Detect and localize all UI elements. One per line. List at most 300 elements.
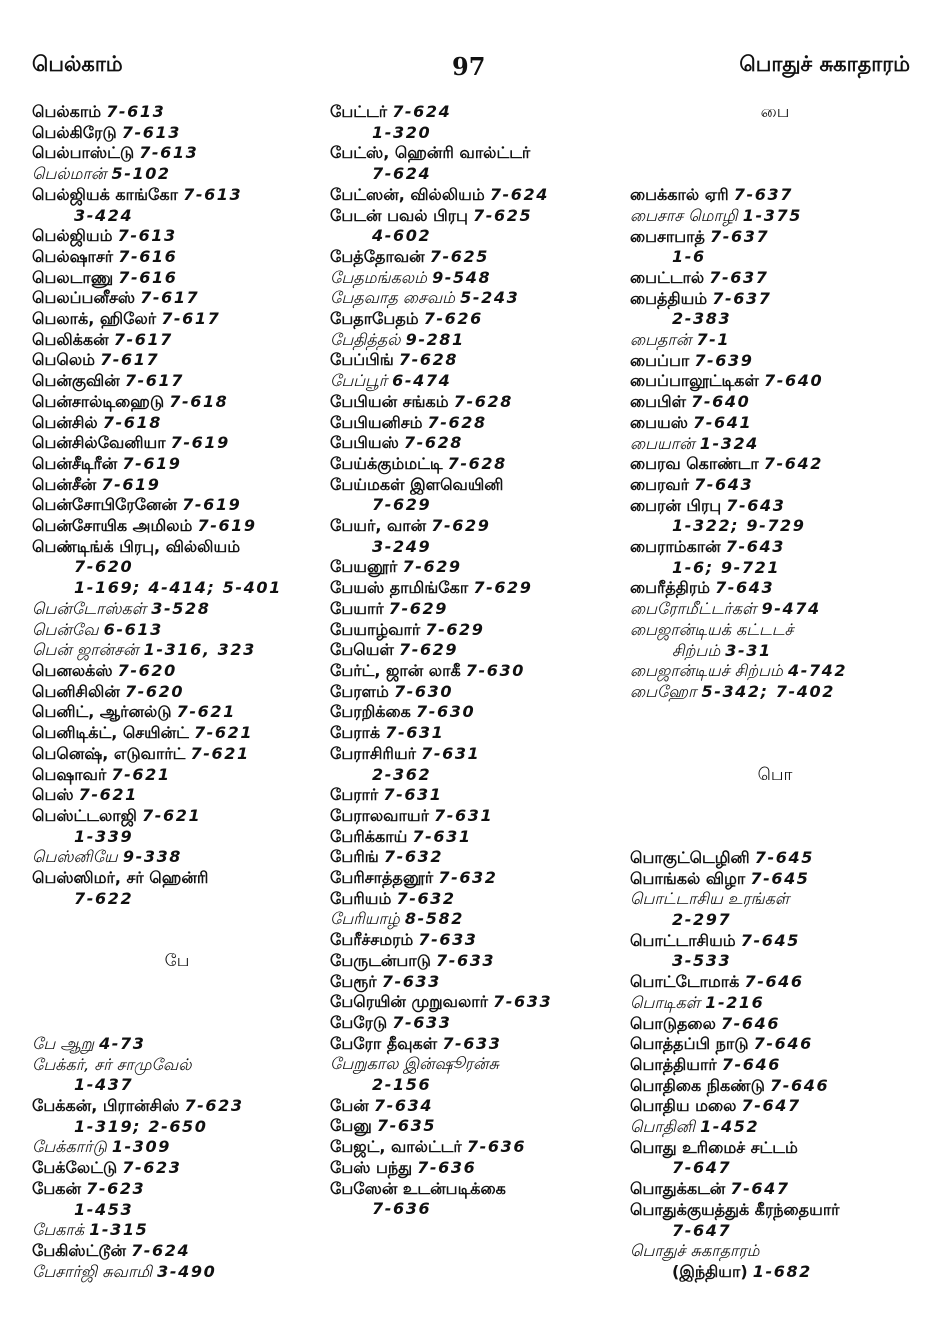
entry-term: பைரவ கொண்டா bbox=[630, 454, 759, 474]
blank-line bbox=[630, 744, 920, 765]
entry-volume-page-ref: 2-156 bbox=[372, 1075, 432, 1095]
entry-volume-page-ref: 7-617 bbox=[140, 288, 200, 308]
index-entry bbox=[330, 330, 620, 351]
index-entry bbox=[630, 289, 920, 310]
entry-volume-page-ref: 7-629 bbox=[473, 578, 533, 598]
entry-term: பெண்டிங்க் பிரபு, வில்லியம் bbox=[32, 536, 241, 556]
entry-volume-page-ref: 7-645 bbox=[754, 847, 814, 867]
entry-term: பெல்ஷாசர் bbox=[32, 246, 114, 266]
index-entry-continuation bbox=[630, 1262, 920, 1283]
index-entry bbox=[630, 931, 920, 952]
entry-volume-page-ref: 7-623 bbox=[122, 1158, 182, 1178]
entry-term: பேதித்தல் bbox=[330, 329, 401, 349]
entry-term: பேய்மகள் இளவெயினி bbox=[330, 474, 504, 494]
entry-volume-page-ref: 7-633 bbox=[418, 930, 478, 950]
index-entry bbox=[330, 972, 620, 993]
entry-term: பெலாக், ஹிலேர் bbox=[32, 309, 157, 329]
index-entry-continuation bbox=[330, 123, 620, 144]
entry-term: பேர்ட், ஜான் லாகீ bbox=[330, 660, 461, 680]
entry-term: பே ஆறு bbox=[32, 1033, 94, 1053]
entry-term: பைரீத்திரம் bbox=[630, 578, 710, 598]
index-entry bbox=[630, 1179, 920, 1200]
entry-volume-page-ref: 7-633 bbox=[493, 992, 553, 1012]
entry-volume-page-ref: 7-633 bbox=[381, 971, 441, 991]
index-entry-continuation bbox=[330, 226, 620, 247]
entry-volume-page-ref: 9-548 bbox=[432, 267, 492, 287]
entry-volume-page-ref: 7-618 bbox=[169, 391, 229, 411]
entry-term: பெனெஷ், எடுவார்ட் bbox=[32, 743, 186, 763]
index-entry bbox=[330, 206, 620, 227]
entry-term: சிற்பம் bbox=[672, 640, 721, 660]
entry-volume-page-ref: 7-645 bbox=[750, 868, 810, 888]
entry-term: பைஜான்டியச் சிற்பம் bbox=[630, 661, 783, 681]
entry-volume-page-ref: 7-629 bbox=[372, 495, 432, 515]
entry-volume-page-ref: 7-619 bbox=[170, 433, 230, 453]
entry-volume-page-ref: 7-619 bbox=[197, 516, 257, 536]
entry-volume-page-ref: 7-633 bbox=[392, 1012, 452, 1032]
index-entry bbox=[330, 785, 620, 806]
index-entry bbox=[32, 661, 322, 682]
index-entry bbox=[330, 578, 620, 599]
entry-volume-page-ref: 7-640 bbox=[691, 392, 751, 412]
entry-term: பென் ஜான்சன் bbox=[32, 640, 139, 660]
index-entry bbox=[630, 413, 920, 434]
entry-volume-page-ref: 1-6; 9-721 bbox=[672, 557, 781, 577]
entry-term: பொத்தப்பி நாடு bbox=[630, 1034, 749, 1054]
entry-volume-page-ref: 6-474 bbox=[392, 371, 452, 391]
entry-volume-page-ref: 7-625 bbox=[429, 246, 489, 266]
entry-volume-page-ref: 7-624 bbox=[392, 102, 452, 121]
entry-volume-page-ref: 5-342; 7-402 bbox=[701, 681, 835, 701]
entry-volume-page-ref: 4-742 bbox=[787, 661, 848, 681]
running-header-right: பொதுச் சுகாதாரம் bbox=[739, 52, 910, 76]
index-entry bbox=[330, 620, 620, 641]
index-entry bbox=[32, 640, 322, 661]
entry-term: பேயெள் bbox=[330, 640, 394, 660]
entry-term: பொதிகை நிகண்டு bbox=[630, 1075, 765, 1095]
entry-volume-page-ref: 7-623 bbox=[86, 1178, 146, 1198]
entry-volume-page-ref: 7-624 bbox=[131, 1240, 191, 1260]
index-entry bbox=[32, 537, 322, 558]
entry-volume-page-ref: 7-631 bbox=[383, 785, 443, 805]
index-entry bbox=[330, 454, 620, 475]
index-entry bbox=[32, 433, 322, 454]
entry-term: பேனு bbox=[330, 1116, 372, 1136]
entry-volume-page-ref: 1-216 bbox=[705, 992, 765, 1012]
entry-term: பெலெம் bbox=[32, 350, 95, 370]
entry-term: பேரூர் bbox=[330, 971, 377, 991]
entry-volume-page-ref: 7-621 bbox=[176, 702, 236, 722]
index-entry bbox=[630, 578, 920, 599]
index-entry bbox=[32, 868, 322, 889]
index-entry bbox=[630, 682, 920, 703]
entry-term: பைபிள் bbox=[630, 392, 687, 412]
entry-term: பென்டோஸ்கள் bbox=[32, 598, 147, 618]
index-entry bbox=[330, 309, 620, 330]
entry-volume-page-ref: 1-169; 4-414; 5-401 bbox=[74, 578, 282, 598]
index-entry bbox=[32, 288, 322, 309]
index-entry-continuation bbox=[32, 827, 322, 848]
entry-volume-page-ref: 7-621 bbox=[142, 805, 202, 825]
index-entry bbox=[630, 496, 920, 517]
index-entry bbox=[32, 806, 322, 827]
index-entry bbox=[330, 682, 620, 703]
entry-term: பேரிக்காய் bbox=[330, 826, 408, 846]
entry-term: பொதினி bbox=[630, 1117, 695, 1137]
index-entry-continuation bbox=[32, 578, 322, 599]
index-entry bbox=[630, 330, 920, 351]
entry-volume-page-ref: 7-635 bbox=[376, 1116, 437, 1136]
entry-term: பேராக் bbox=[330, 723, 381, 743]
entry-volume-page-ref: 7-623 bbox=[184, 1096, 244, 1116]
entry-volume-page-ref: 8-582 bbox=[404, 909, 464, 929]
entry-volume-page-ref: 2-383 bbox=[672, 309, 732, 329]
index-entry bbox=[330, 102, 620, 123]
entry-volume-page-ref: 7-628 bbox=[447, 453, 507, 473]
entry-volume-page-ref: 7-647 bbox=[730, 1179, 790, 1199]
index-entry bbox=[630, 1096, 920, 1117]
section-letter-heading: பொ bbox=[757, 764, 793, 785]
index-entry bbox=[630, 1014, 920, 1035]
index-entry bbox=[32, 268, 322, 289]
entry-volume-page-ref: 7-613 bbox=[106, 102, 166, 121]
entry-volume-page-ref: 7-621 bbox=[190, 743, 250, 763]
entry-volume-page-ref: 3-249 bbox=[372, 536, 432, 556]
entry-volume-page-ref: 7-647 bbox=[672, 1220, 732, 1240]
entry-volume-page-ref: 7-617 bbox=[124, 371, 184, 391]
index-entry bbox=[330, 930, 620, 951]
entry-term: பைஹோ bbox=[630, 681, 697, 701]
index-entry-continuation bbox=[630, 558, 920, 579]
entry-volume-page-ref: 1-320 bbox=[372, 122, 432, 142]
entry-volume-page-ref: 7-633 bbox=[435, 950, 496, 970]
entry-term: பெஸ் bbox=[32, 785, 74, 805]
entry-term: பேருடன்பாடு bbox=[330, 950, 431, 970]
index-entry-continuation bbox=[630, 516, 920, 537]
entry-term: பைப்பா bbox=[630, 350, 690, 370]
index-entry bbox=[330, 909, 620, 930]
index-entry bbox=[330, 143, 620, 164]
blank-line bbox=[630, 144, 920, 165]
entry-term: பொகுட்டெழினி bbox=[630, 847, 750, 867]
entry-volume-page-ref: 7-645 bbox=[740, 930, 800, 950]
entry-term: பேயார் bbox=[330, 598, 384, 618]
index-entry bbox=[32, 1220, 322, 1241]
entry-term: பையான் bbox=[630, 433, 695, 453]
index-entry bbox=[330, 247, 620, 268]
entry-volume-page-ref: 9-474 bbox=[761, 599, 821, 619]
index-entry bbox=[330, 723, 620, 744]
blank-line bbox=[32, 909, 322, 930]
entry-term: பென்சோயிக அமிலம் bbox=[32, 516, 193, 536]
index-entry bbox=[630, 869, 920, 890]
entry-volume-page-ref: 7-616 bbox=[118, 246, 178, 266]
entry-volume-page-ref: 7-629 bbox=[398, 640, 459, 660]
index-entry-continuation bbox=[630, 247, 920, 268]
index-entry bbox=[330, 475, 620, 496]
page-number: 97 bbox=[452, 52, 486, 81]
index-entry bbox=[32, 1241, 322, 1262]
section-letter-heading: பே bbox=[164, 950, 190, 971]
blank-line bbox=[630, 827, 920, 848]
index-column-1 bbox=[32, 102, 322, 1282]
index-entry bbox=[32, 682, 322, 703]
index-entry bbox=[32, 185, 322, 206]
entry-term: பேகிஸ்ட்டூன் bbox=[32, 1240, 126, 1260]
index-entry bbox=[32, 1262, 322, 1283]
entry-term: பேட்டர் bbox=[330, 102, 388, 121]
entry-volume-page-ref: 7-628 bbox=[403, 433, 464, 453]
blank-line bbox=[630, 786, 920, 807]
entry-term: பேரீச்சமரம் bbox=[330, 930, 414, 950]
index-entry bbox=[630, 1200, 920, 1221]
index-entry-continuation bbox=[32, 1200, 322, 1221]
index-entry bbox=[32, 785, 322, 806]
entry-term: பென்சீடிரீன் bbox=[32, 453, 118, 473]
index-entry bbox=[630, 185, 920, 206]
entry-volume-page-ref: 7-637 bbox=[710, 226, 770, 246]
index-entry bbox=[330, 702, 620, 723]
entry-term: பெலிக்கன் bbox=[32, 329, 109, 349]
entry-term: பேக்கர், சர் சாமுவேல் bbox=[32, 1054, 192, 1074]
entry-volume-page-ref: 7-631 bbox=[385, 723, 445, 743]
entry-volume-page-ref: 1-375 bbox=[742, 205, 802, 225]
entry-volume-page-ref: 1-322; 9-729 bbox=[672, 516, 806, 536]
index-entry bbox=[330, 661, 620, 682]
index-entry-continuation bbox=[32, 1075, 322, 1096]
entry-volume-page-ref: 7-631 bbox=[421, 743, 481, 763]
entry-term: பென்சீன் bbox=[32, 474, 97, 494]
entry-volume-page-ref: 7-637 bbox=[733, 185, 793, 205]
entry-volume-page-ref: 1-453 bbox=[74, 1199, 134, 1219]
index-entry-continuation bbox=[630, 641, 920, 662]
entry-term: பேறுகால இன்ஷூரன்சு bbox=[330, 1054, 499, 1074]
entry-volume-page-ref: 5-102 bbox=[111, 164, 171, 184]
index-entry bbox=[32, 723, 322, 744]
entry-volume-page-ref: 9-281 bbox=[405, 329, 465, 349]
index-entry bbox=[32, 226, 322, 247]
index-entry bbox=[330, 599, 620, 620]
entry-term: பொட்டோமாக் bbox=[630, 972, 740, 992]
entry-volume-page-ref: 7-624 bbox=[372, 164, 432, 184]
entry-term: பேக்கன், பிரான்சிஸ் bbox=[32, 1096, 180, 1116]
entry-term: பேதாபேதம் bbox=[330, 309, 419, 329]
index-entry bbox=[630, 599, 920, 620]
entry-volume-page-ref: 7-646 bbox=[753, 1034, 813, 1054]
entry-term: பேதவாத சைவம் bbox=[330, 288, 456, 308]
entry-term: பேகன் bbox=[32, 1178, 82, 1198]
entry-volume-page-ref: 1-452 bbox=[700, 1117, 760, 1137]
index-entry bbox=[330, 1116, 620, 1137]
entry-volume-page-ref: 3-31 bbox=[725, 640, 772, 660]
entry-term: பேதமங்கலம் bbox=[330, 267, 427, 287]
entry-volume-page-ref: 7-620 bbox=[124, 681, 185, 701]
entry-volume-page-ref: 7-621 bbox=[78, 785, 138, 805]
entry-term: பைதான் bbox=[630, 330, 692, 350]
index-entry-continuation bbox=[330, 1075, 620, 1096]
entry-volume-page-ref: 7-626 bbox=[423, 309, 483, 329]
entry-term: பேயர், வான் bbox=[330, 516, 427, 536]
index-entry bbox=[32, 516, 322, 537]
entry-volume-page-ref: 7-632 bbox=[383, 847, 444, 867]
index-entry bbox=[330, 268, 620, 289]
entry-term: பேயனூர் bbox=[330, 557, 398, 577]
index-column-3 bbox=[630, 102, 920, 1283]
entry-term: பேரிசாத்தனூர் bbox=[330, 868, 434, 888]
index-entry bbox=[330, 992, 620, 1013]
blank-line bbox=[32, 972, 322, 993]
entry-volume-page-ref: 7-630 bbox=[465, 660, 525, 680]
entry-term: பேரளம் bbox=[330, 681, 389, 701]
entry-volume-page-ref: 7-646 bbox=[720, 1013, 781, 1033]
entry-term: பென்சோபிரேனேன் bbox=[32, 495, 178, 515]
index-entry-continuation bbox=[330, 495, 620, 516]
index-entry bbox=[630, 848, 920, 869]
index-entry bbox=[630, 620, 920, 641]
entry-volume-page-ref: 7-633 bbox=[442, 1033, 502, 1053]
entry-term: பேபியனிசம் bbox=[330, 412, 423, 432]
entry-volume-page-ref: 1-309 bbox=[111, 1137, 171, 1157]
entry-volume-page-ref: 7-642 bbox=[763, 454, 823, 474]
blank-line bbox=[630, 807, 920, 828]
index-entry bbox=[32, 413, 322, 434]
entry-term: பேகாக் bbox=[32, 1220, 85, 1240]
index-entry bbox=[32, 392, 322, 413]
entry-term: பெல்காம் bbox=[32, 102, 102, 121]
entry-volume-page-ref: 7-620 bbox=[74, 557, 134, 577]
section-letter-heading: பை bbox=[760, 102, 790, 122]
entry-term: பைட்டால் bbox=[630, 267, 705, 287]
index-entry bbox=[330, 1034, 620, 1055]
entry-term: பேக்லேட்டு bbox=[32, 1158, 118, 1178]
entry-term: பொத்தியார் bbox=[630, 1054, 717, 1074]
entry-volume-page-ref: 1-316, 323 bbox=[143, 640, 256, 660]
entry-term: பேபியஸ் bbox=[330, 433, 399, 453]
entry-term: பெஸ்ட்டலாஜி bbox=[32, 805, 137, 825]
index-entry bbox=[32, 350, 322, 371]
entry-term: பைரோமீட்டர்கள் bbox=[630, 599, 757, 619]
entry-volume-page-ref: 7-618 bbox=[102, 412, 162, 432]
index-entry bbox=[32, 620, 322, 641]
entry-volume-page-ref: 7-640 bbox=[764, 371, 824, 391]
entry-volume-page-ref: 1-324 bbox=[699, 433, 759, 453]
entry-term: பேக்கார்டு bbox=[32, 1137, 107, 1157]
index-entry bbox=[630, 454, 920, 475]
index-entry-continuation bbox=[330, 164, 620, 185]
index-entry bbox=[32, 371, 322, 392]
entry-term: பேடன் பவல் பிரபு bbox=[330, 205, 468, 225]
index-entry bbox=[330, 557, 620, 578]
index-entry bbox=[330, 847, 620, 868]
blank-line bbox=[32, 930, 322, 951]
entry-term: பென்சில் bbox=[32, 412, 98, 432]
index-entry bbox=[630, 268, 920, 289]
entry-volume-page-ref: 6-613 bbox=[103, 619, 163, 639]
entry-term: பேராசிரியர் bbox=[330, 743, 417, 763]
index-entry bbox=[330, 1054, 620, 1075]
entry-volume-page-ref: 1-315 bbox=[89, 1220, 149, 1240]
entry-term: பேரறிக்கை bbox=[330, 702, 411, 722]
entry-term: பெலடாணு bbox=[32, 267, 114, 287]
entry-volume-page-ref: 7-637 bbox=[712, 288, 772, 308]
entry-term: பேபியன் சங்கம் bbox=[330, 391, 449, 411]
entry-volume-page-ref: 7-629 bbox=[402, 557, 462, 577]
entry-volume-page-ref: 7-643 bbox=[726, 495, 786, 515]
entry-volume-page-ref: 7-641 bbox=[693, 412, 753, 432]
entry-term: பேயஸ் தாமிங்கோ bbox=[330, 578, 469, 598]
index-entry bbox=[32, 309, 322, 330]
entry-volume-page-ref: 3-533 bbox=[672, 951, 732, 971]
index-entry bbox=[630, 227, 920, 248]
entry-term: பேஸேன் உடன்படிக்கை bbox=[330, 1178, 506, 1198]
entry-term: பைராம்கான் bbox=[630, 537, 721, 557]
entry-term: பெல்கிரேடு bbox=[32, 122, 117, 142]
entry-term: பொதுச் சுகாதாரம் bbox=[630, 1241, 760, 1261]
entry-term: பொதுக்குயத்துக் கீரந்தையார் bbox=[630, 1199, 840, 1219]
index-entry-continuation bbox=[32, 557, 322, 578]
entry-term: பொடிகள் bbox=[630, 992, 701, 1012]
entry-volume-page-ref: 7-628 bbox=[427, 412, 487, 432]
entry-term: பேன் bbox=[330, 1095, 369, 1115]
entry-volume-page-ref: 7-646 bbox=[770, 1075, 830, 1095]
index-entry bbox=[630, 889, 920, 910]
entry-term: பெல்ஜியக் காங்கோ bbox=[32, 184, 178, 204]
index-entry bbox=[330, 185, 620, 206]
entry-term: பொடுதலை bbox=[630, 1013, 716, 1033]
entry-term: பெல்மான் bbox=[32, 164, 107, 184]
entry-volume-page-ref: 9-338 bbox=[122, 847, 183, 867]
entry-term: பொதிய மலை bbox=[630, 1096, 737, 1116]
index-entry bbox=[32, 702, 322, 723]
blank-line bbox=[32, 993, 322, 1014]
entry-term: பெஸ்ஸிமர், சர் ஹென்ரி bbox=[32, 868, 209, 888]
index-column-2 bbox=[330, 102, 620, 1220]
entry-volume-page-ref: 7-619 bbox=[101, 474, 161, 494]
entry-volume-page-ref: 7-647 bbox=[741, 1096, 801, 1116]
index-entry bbox=[630, 206, 920, 227]
index-entry bbox=[330, 413, 620, 434]
entry-term: பெனிடிக்ட், செயின்ட் bbox=[32, 723, 189, 743]
entry-volume-page-ref: 7-617 bbox=[100, 350, 160, 370]
blank-line bbox=[630, 723, 920, 744]
entry-volume-page-ref: 7-613 bbox=[183, 184, 243, 204]
entry-volume-page-ref: 2-297 bbox=[672, 910, 732, 930]
entry-volume-page-ref: 7-630 bbox=[393, 681, 454, 701]
entry-volume-page-ref: 7-620 bbox=[117, 660, 177, 680]
blank-line bbox=[630, 164, 920, 185]
entry-volume-page-ref: 7-616 bbox=[118, 267, 178, 287]
index-entry bbox=[32, 765, 322, 786]
index-entry bbox=[330, 806, 620, 827]
index-entry bbox=[630, 537, 920, 558]
index-entry bbox=[330, 744, 620, 765]
index-entry bbox=[630, 993, 920, 1014]
entry-volume-page-ref: 7-647 bbox=[672, 1158, 732, 1178]
index-entry-continuation bbox=[630, 1221, 920, 1242]
entry-term: பென்குவின் bbox=[32, 371, 120, 391]
entry-volume-page-ref: 3-490 bbox=[157, 1261, 217, 1281]
entry-volume-page-ref: 7-617 bbox=[161, 309, 221, 329]
index-entry bbox=[32, 1158, 322, 1179]
index-entry bbox=[330, 1158, 620, 1179]
entry-volume-page-ref: 7-629 bbox=[425, 619, 485, 639]
index-entry bbox=[630, 371, 920, 392]
entry-volume-page-ref: 5-243 bbox=[460, 288, 520, 308]
index-entry bbox=[32, 247, 322, 268]
entry-term: பைக்கால் ஏரி bbox=[630, 185, 729, 205]
entry-term: பைஜான்டியக் கட்டடச் bbox=[630, 619, 794, 639]
entry-term: பெலப்பனீசஸ் bbox=[32, 288, 136, 308]
